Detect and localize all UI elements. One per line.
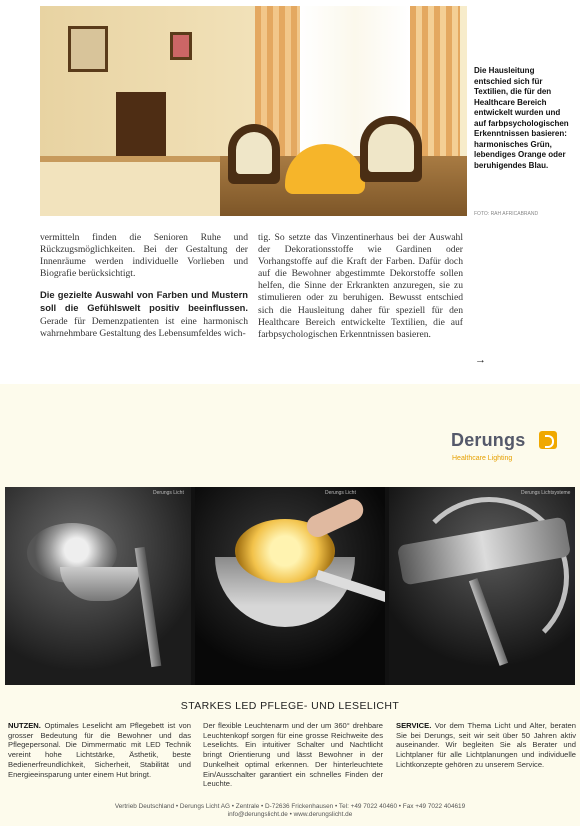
photo-armchair-left — [228, 124, 280, 184]
article-paragraph: tig. So setzte das Vinzentinerhaus bei der Auswahl der Dekorationsstoffe wie Gardinen oder Vorhangstoffe auf die Kraft der Farben. Dafür doch auf die Bewohner abgestimmte Dekorstoffe sollen helfen, die Sinne der Erkrankten anzuregen, sie zu stimulieren oder zu beruhigen. Bewusst entschied sich die Hausleitung daher für speziell für den Healthcare Bereich entwickelte Textilien, die auf farbpsychologischen Erkenntnissen basieren. — [258, 232, 463, 340]
photo-bed — [40, 156, 220, 216]
ad-text: Vor dem Thema Licht und Alter, beraten Sie bei Derungs, seit wir seit über 50 Jahren aktiv auseinander. Wir begleiten Sie als Berater und Lichtplaner für alle Lichtplanungen und individuelle Lichtkonzepte gehören zu unserem Service. — [396, 721, 576, 769]
ad-text: Der flexible Leuchtenarm und der um 360° drehbare Leuchtenkopf sorgen für eine grosse Reichweite des Leselichts. Ein intuitiver Schalter und Nachtlicht bringt Orientierung und lässt Bewohner in der Dunkelheit optimal erkennen. Der hinterleuchtete Ein/Ausschalter garantiert ein schnelles Finden der Leuchte. — [203, 721, 383, 789]
photo-desk — [116, 92, 166, 162]
photo-caption-small: Derungs Licht — [153, 490, 184, 496]
photo-picture-frame — [68, 26, 108, 72]
room-photo — [40, 6, 467, 216]
product-photo-2 — [195, 487, 385, 685]
finger-touch — [303, 495, 367, 540]
article-paragraph: vermitteln finden die Senioren Ruhe und Rückzugsmöglichkeiten. Bei der Gestaltung der Innenräume werden individuelle Vorlieben und Biografie berücksichtigt. — [40, 232, 248, 280]
product-photo-3 — [389, 487, 575, 685]
article-text: Gerade für Demenzpatienten ist eine harmonisch wahrnehmbare Gestaltung des Lebensumfeldes wich- — [40, 315, 248, 339]
brand-logo — [451, 430, 525, 451]
photo-caption: Die Hausleitung entschied sich für Textilien, die für den Healthcare Bereich entwickelt wurden und auf farbpsychologischen Erkenntnissen basieren: harmonisches Grün, lebendiges Orange oder beruhigendes Blau. — [474, 66, 569, 170]
brand-name: Derungs — [451, 430, 526, 450]
photo-small-frame — [170, 32, 192, 60]
lamp-shade — [60, 567, 140, 601]
brand-mark-icon — [539, 431, 557, 449]
continue-arrow-icon[interactable]: → — [475, 354, 486, 366]
lamp-arm — [135, 547, 162, 667]
ad-column-2 — [203, 721, 383, 789]
footer-address: Vertrieb Deutschland • Derungs Licht AG • Zentrale • D-72636 Frickenhausen • Tel: +49 7022 40460 • Fax +49 7022 404619 — [114, 803, 466, 810]
photo-armchair-right — [360, 116, 422, 182]
product-photo-1 — [5, 487, 191, 685]
photo-caption-small: Derungs Licht — [325, 490, 356, 496]
article-column-1 — [40, 232, 248, 349]
ad-label: SERVICE. — [396, 721, 432, 730]
footer-contact[interactable]: info@derungslicht.de • www.derungslicht.de — [227, 811, 353, 818]
product-photos — [5, 487, 575, 685]
ad-text: Optimales Leselicht am Pflegebett ist von grosser Bedeutung für die Bewohner und das Pflegepersonal. Die Dimmermatic mit LED Technik vereint hohe Lichtstärke, Ästhetik, beste Bedienerfreundlichkeit, Sicherheit, Stabilität und Energieeinsparung unter einem Hut bringt. — [8, 721, 191, 779]
ad-footer — [0, 803, 580, 819]
ad-label: NUTZEN. — [8, 721, 41, 730]
ad-headline: STARKES LED PFLEGE- UND LESELICHT — [180, 700, 400, 712]
article-column-2 — [258, 232, 463, 350]
photo-credit: FOTO: RAH AFRICABRAND — [474, 211, 539, 217]
ad-column-1 — [8, 721, 191, 779]
ad-column-3 — [396, 721, 576, 770]
photo-caption-small: Derungs Lichtsysteme — [521, 490, 571, 496]
article-lead: Die gezielte Auswahl von Farben und Mustern soll die Gefühlswelt positiv beeinflussen. — [40, 289, 248, 314]
article-paragraph — [40, 289, 248, 339]
brand-tagline: Healthcare Lighting — [452, 455, 513, 462]
